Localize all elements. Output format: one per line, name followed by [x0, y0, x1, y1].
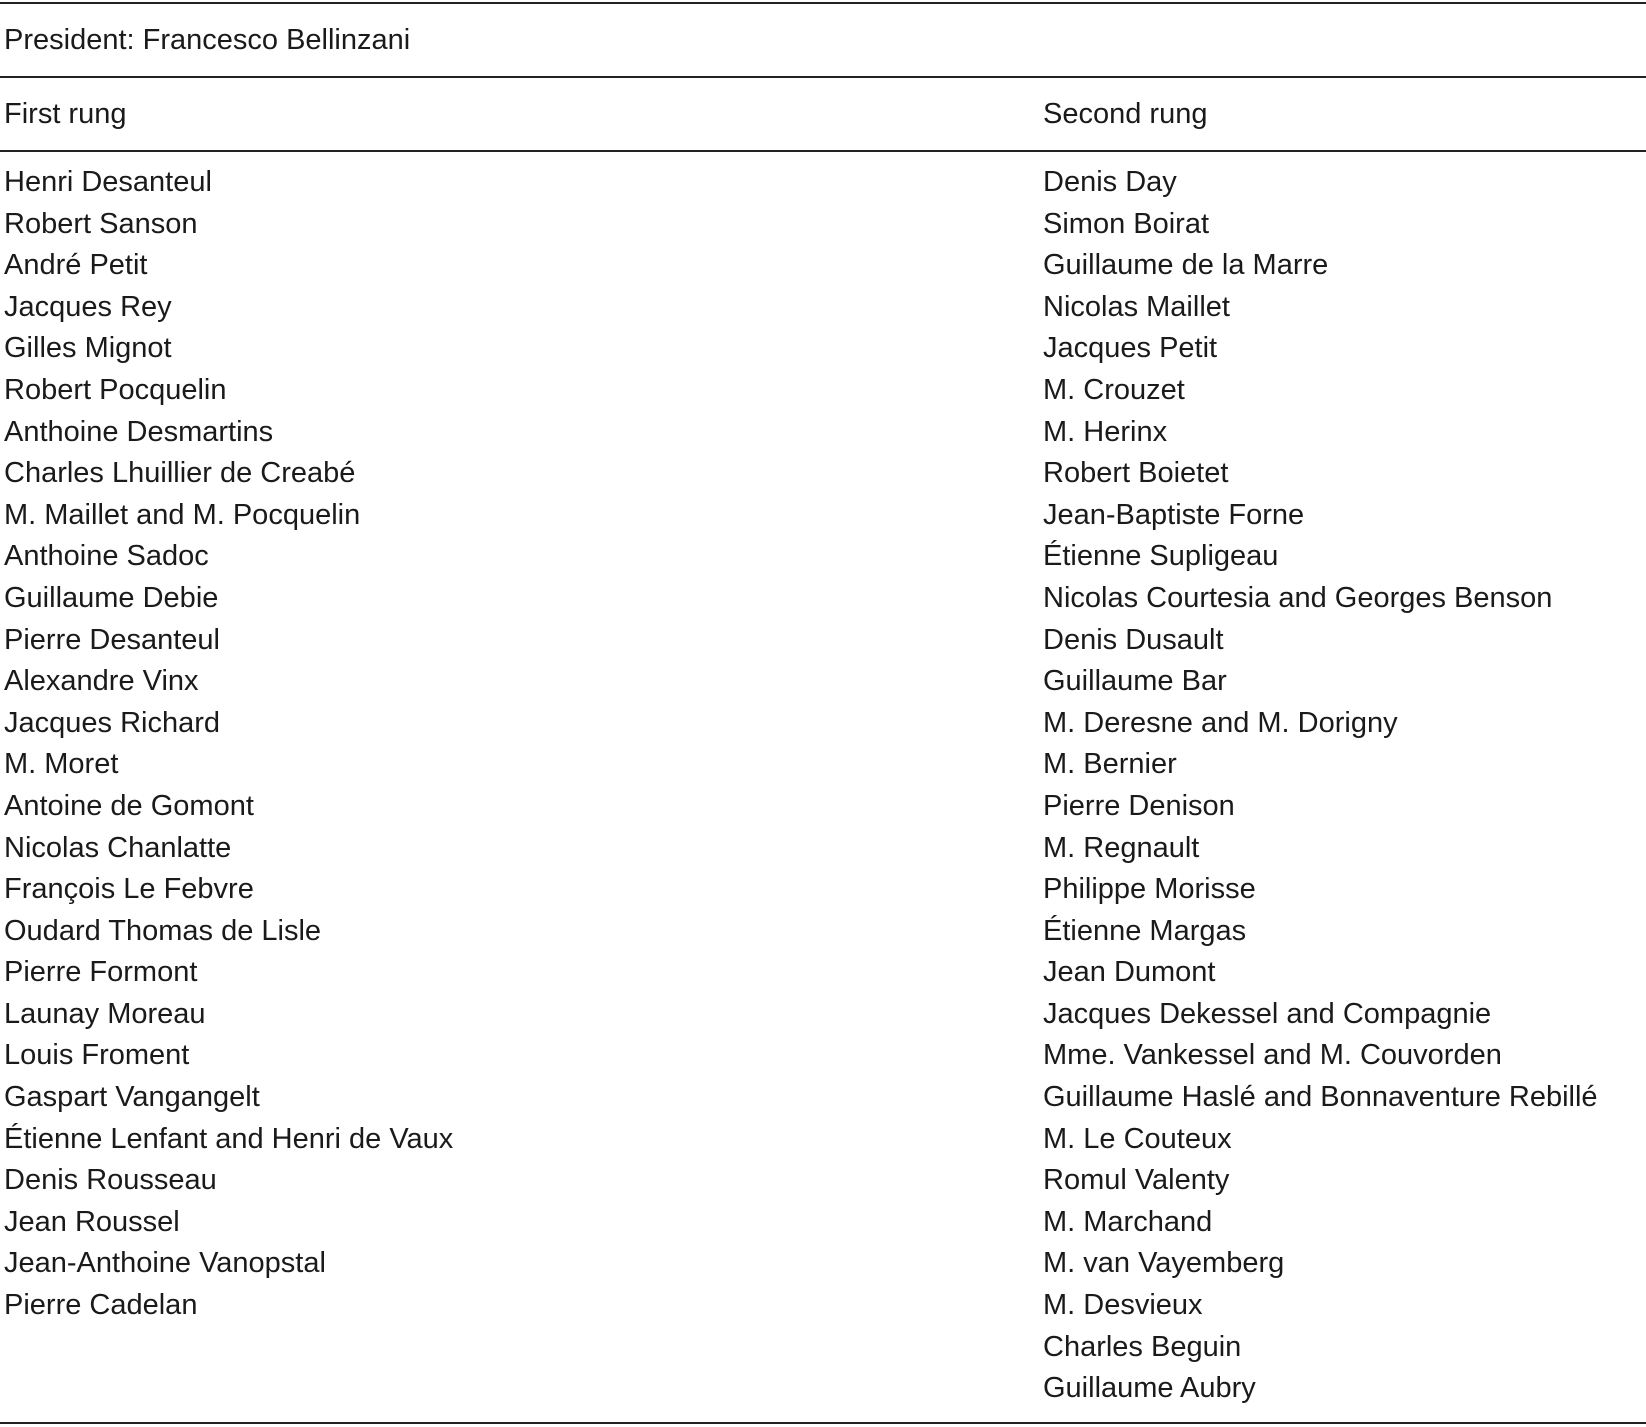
list-item: Charles Lhuillier de Creabé [4, 457, 356, 490]
list-item: Antoine de Gomont [4, 789, 254, 822]
top-rule [0, 2, 1646, 4]
list-item: Anthoine Sadoc [4, 540, 209, 573]
list-item: Pierre Cadelan [4, 1289, 198, 1322]
list-item: Jacques Richard [4, 706, 220, 739]
list-item: M. Moret [4, 748, 119, 781]
list-item: Simon Boirat [1043, 207, 1210, 240]
list-item: Anthoine Desmartins [4, 415, 274, 448]
list-item: Denis Dusault [1043, 623, 1224, 656]
list-item: Jean-Baptiste Forne [1043, 498, 1305, 531]
list-item: Robert Boietet [1043, 457, 1229, 490]
list-item: Robert Pocquelin [4, 373, 227, 406]
list-item: Étienne Lenfant and Henri de Vaux [4, 1122, 454, 1155]
list-item: Louis Froment [4, 1039, 190, 1072]
header-rule [0, 150, 1646, 152]
list-item: Romul Valenty [1043, 1164, 1230, 1197]
list-item: Jean-Anthoine Vanopstal [4, 1247, 326, 1280]
list-item: Étienne Supligeau [1043, 540, 1279, 573]
list-item: Gilles Mignot [4, 332, 172, 365]
list-item: André Petit [4, 249, 148, 282]
list-item: Charles Beguin [1043, 1330, 1242, 1363]
list-item: Launay Moreau [4, 997, 206, 1030]
bottom-rule [0, 1422, 1646, 1424]
list-item: Denis Day [1043, 166, 1177, 198]
list-item: Guillaume Debie [4, 581, 219, 614]
list-item: Mme. Vankessel and M. Couvorden [1043, 1039, 1502, 1072]
list-item: Jacques Petit [1043, 332, 1218, 365]
list-item: M. Le Couteux [1043, 1122, 1232, 1155]
president-caption: President: Francesco Bellinzani [4, 24, 411, 56]
list-item: M. van Vayemberg [1043, 1247, 1285, 1280]
list-item: Philippe Morisse [1043, 873, 1256, 906]
list-item: Jean Dumont [1043, 956, 1216, 989]
list-item: Guillaume de la Marre [1043, 249, 1329, 282]
president-rule [0, 76, 1646, 78]
list-item: Henri Desanteul [4, 166, 212, 198]
list-item: Gaspart Vangangelt [4, 1081, 260, 1114]
list-item: M. Deresne and M. Dorigny [1043, 706, 1398, 739]
list-item: Alexandre Vinx [4, 665, 199, 698]
first-rung-list [4, 162, 1004, 1327]
list-item: Étienne Margas [1043, 914, 1247, 947]
list-item: Nicolas Courtesia and Georges Benson [1043, 581, 1553, 614]
list-item: Jacques Dekessel and Compagnie [1043, 997, 1492, 1030]
list-item: Guillaume Bar [1043, 665, 1227, 698]
list-item: M. Crouzet [1043, 373, 1185, 406]
list-item: Jean Roussel [4, 1205, 180, 1238]
list-item: Denis Rousseau [4, 1164, 217, 1197]
list-item: Pierre Formont [4, 956, 198, 989]
list-item: Pierre Denison [1043, 789, 1235, 822]
list-item: François Le Febvre [4, 873, 254, 906]
list-item: Pierre Desanteul [4, 623, 220, 656]
list-item: Guillaume Aubry [1043, 1372, 1256, 1405]
list-item: M. Desvieux [1043, 1289, 1203, 1322]
list-item: M. Herinx [1043, 415, 1168, 448]
list-item: M. Maillet and M. Pocquelin [4, 498, 361, 531]
list-item: Robert Sanson [4, 207, 198, 240]
column-header-first-rung: First rung [4, 98, 127, 130]
column-header-second-rung: Second rung [1043, 98, 1208, 130]
list-item: Nicolas Chanlatte [4, 831, 232, 864]
list-item: Nicolas Maillet [1043, 290, 1230, 323]
list-item: M. Marchand [1043, 1205, 1213, 1238]
list-item: M. Regnault [1043, 831, 1200, 864]
list-item: Oudard Thomas de Lisle [4, 914, 322, 947]
list-item: M. Bernier [1043, 748, 1177, 781]
list-item: Guillaume Haslé and Bonnaventure Rebillé [1043, 1081, 1598, 1114]
second-rung-list [1043, 162, 1643, 1410]
list-item: Jacques Rey [4, 290, 172, 323]
